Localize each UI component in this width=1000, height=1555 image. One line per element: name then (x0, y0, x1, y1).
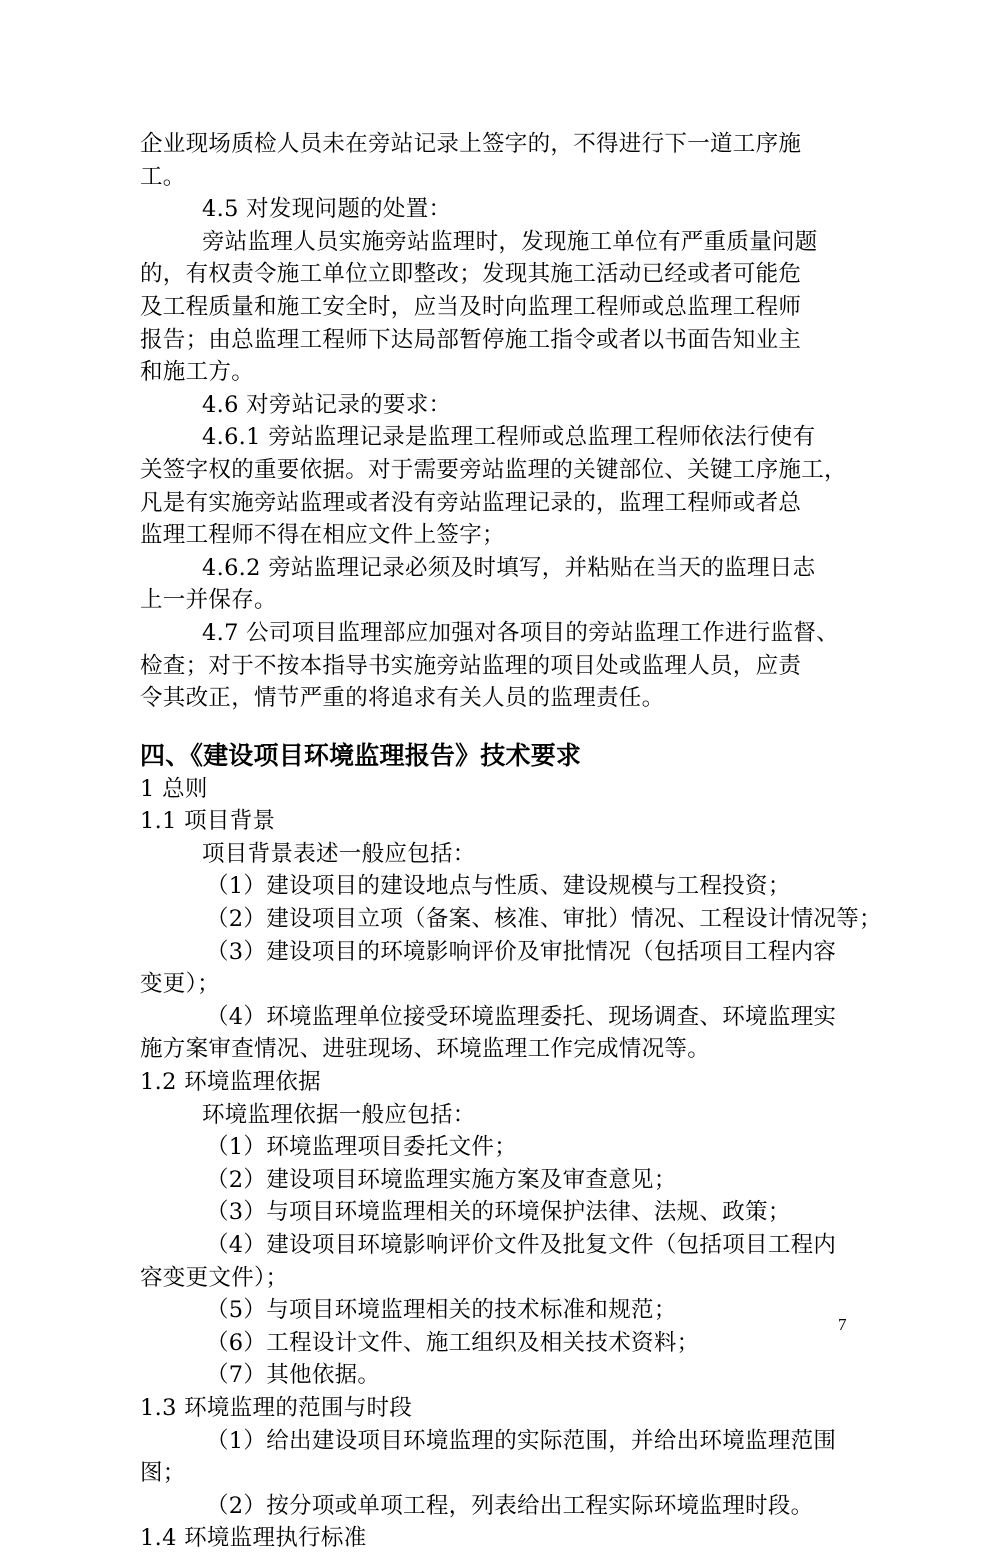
paragraph-line: 旁站监理人员实施旁站监理时，发现施工单位有严重质量问题 (202, 228, 818, 255)
list-item: （2）按分项或单项工程，列表给出工程实际环境监理时段。 (206, 1492, 814, 1519)
paragraph-line: 上一并保存。 (140, 587, 277, 614)
subsection-heading-4-6: 4.6 对旁站记录的要求： (202, 391, 452, 418)
list-item-continuation: 施方案审查情况、进驻现场、环境监理工作完成情况等。 (140, 1036, 711, 1063)
paragraph-line: 工。 (140, 163, 186, 190)
paragraph-line: 的，有权责令施工单位立即整改；发现其施工活动已经或者可能危 (140, 261, 802, 288)
paragraph-line: 4.7 公司项目监理部应加强对各项目的旁站监理工作进行监督、 (202, 619, 839, 646)
subsection-heading-1-2: 1.2 环境监理依据 (140, 1069, 321, 1096)
list-item: （1）给出建设项目环境监理的实际范围，并给出环境监理范围 (206, 1427, 837, 1454)
paragraph-line: 报告；由总监理工程师下达局部暂停施工指令或者以书面告知业主 (140, 326, 802, 353)
paragraph-line: 凡是有实施旁站监理或者没有旁站监理记录的，监理工程师或者总 (140, 489, 802, 516)
subsection-heading-4-5: 4.5 对发现问题的处置： (202, 196, 452, 223)
list-item-continuation: 容变更文件）； (140, 1264, 289, 1291)
list-item: （3）与项目环境监理相关的环境保护法律、法规、政策； (206, 1199, 791, 1226)
list-item: （2）建设项目环境监理实施方案及审查意见； (206, 1166, 677, 1193)
paragraph-line: 企业现场质检人员未在旁站记录上签字的，不得进行下一道工序施 (140, 131, 802, 157)
subsection-heading-1-4: 1.4 环境监理执行标准 (140, 1525, 367, 1552)
page-content (140, 128, 882, 1555)
list-item: （1）建设项目的建设地点与性质、建设规模与工程投资； (206, 873, 791, 900)
paragraph-line: 及工程质量和施工安全时，应当及时向监理工程师或总监理工程师 (140, 293, 802, 320)
paragraph-line: 关签字权的重要依据。对于需要旁站监理的关键部位、关键工序施工， (140, 456, 847, 483)
paragraph-line: 4.6.1 旁站监理记录是监理工程师或总监理工程师依法行使有 (202, 424, 816, 451)
paragraph-line: 项目背景表述一般应包括： (202, 840, 476, 867)
paragraph-line: 环境监理依据一般应包括： (202, 1101, 476, 1128)
list-item: （4）建设项目环境影响评价文件及批复文件（包括项目工程内 (206, 1232, 837, 1258)
list-item: （5）与项目环境监理相关的技术标准和规范； (206, 1297, 677, 1324)
subsection-heading-1-3: 1.3 环境监理的范围与时段 (140, 1394, 413, 1421)
list-item: （7）其他依据。 (206, 1362, 381, 1389)
list-item: （1）环境监理项目委托文件； (206, 1134, 518, 1161)
paragraph-line: 令其改正，情节严重的将追求有关人员的监理责任。 (140, 685, 665, 712)
paragraph-line: 4.6.2 旁站监理记录必须及时填写，并粘贴在当天的监理日志 (202, 554, 816, 581)
section-heading: 四、《建设项目环境监理报告》技术要求 (140, 740, 582, 770)
list-item: （4）环境监理单位接受环境监理委托、现场调查、环境监理实 (206, 1003, 837, 1030)
list-item-continuation: 图； (140, 1460, 186, 1487)
list-item: （2）建设项目立项（备案、核准、审批）情况、工程设计情况等； (206, 906, 882, 933)
list-item-continuation: 变更）； (140, 971, 220, 998)
paragraph-line: 检查；对于不按本指导书实施旁站监理的项目处或监理人员，应责 (140, 652, 802, 679)
chapter-heading: 1 总则 (140, 775, 208, 802)
subsection-heading-1-1: 1.1 项目背景 (140, 808, 276, 835)
page-number: 7 (838, 1315, 847, 1334)
list-item: （3）建设项目的环境影响评价及审批情况（包括项目工程内容 (206, 938, 837, 965)
list-item: （6）工程设计文件、施工组织及相关技术资料； (206, 1329, 700, 1356)
paragraph-line: 和施工方。 (140, 359, 255, 386)
paragraph-line: 监理工程师不得在相应文件上签字； (140, 522, 505, 549)
